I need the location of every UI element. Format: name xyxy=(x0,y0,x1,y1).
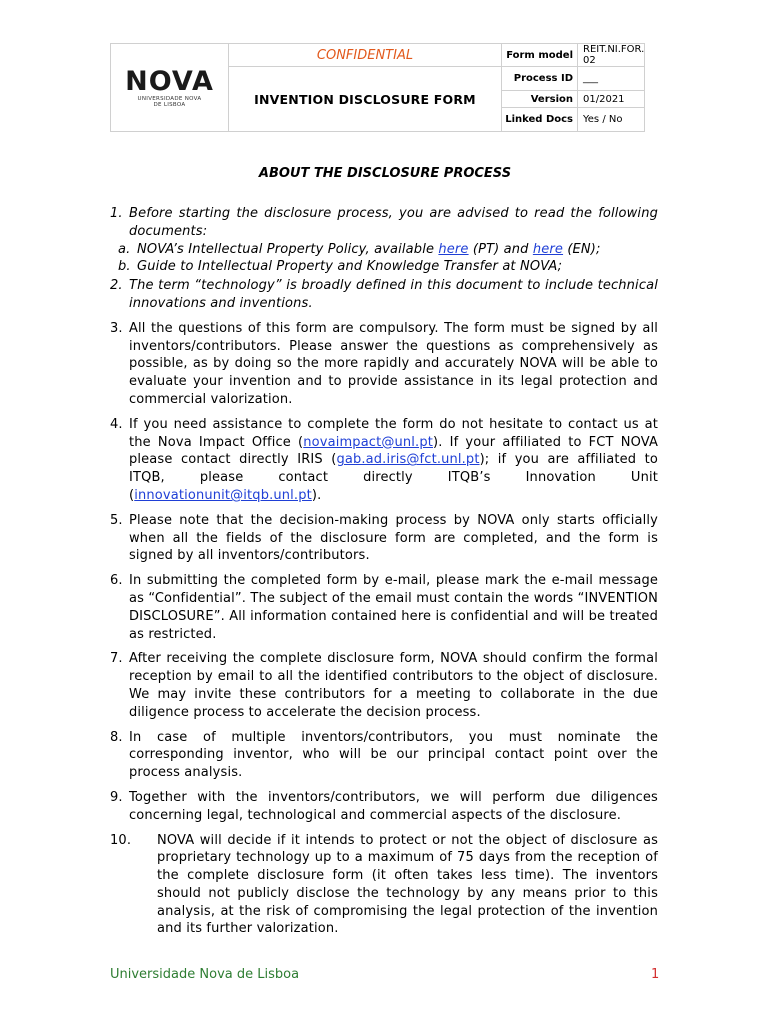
item-number: 10. xyxy=(110,832,132,848)
item-number: 7. xyxy=(110,651,123,667)
list-item-1b xyxy=(110,258,658,276)
item-text: The term “technology” is broadly defined in this document to include technical innovations and inventions. xyxy=(129,278,658,311)
logo-sub-line2: DE LISBOA xyxy=(153,101,186,108)
item-number: 2. xyxy=(110,278,123,294)
meta-value-version: 01/2021 xyxy=(578,91,645,108)
item-text: Please note that the decision-making process by NOVA only starts officially when all the fields of the disclosure form are completed, and the form is signed by all inventors/contributors. xyxy=(129,512,658,564)
item-text: Before starting the disclosure process, you are advised to read the following documents: xyxy=(129,206,658,239)
section-title: ABOUT THE DISCLOSURE PROCESS xyxy=(258,166,512,181)
meta-label-form-model: Form model xyxy=(502,44,578,67)
item-text: Guide to Intellectual Property and Knowledge Transfer at NOVA; xyxy=(137,259,563,275)
list-item-3 xyxy=(110,320,658,409)
meta-label-version: Version xyxy=(502,91,578,108)
meta-label-linked-docs: Linked Docs xyxy=(502,108,578,132)
item-number: 6. xyxy=(110,573,123,589)
disclosure-process-list xyxy=(110,205,658,945)
list-item-4 xyxy=(110,416,658,505)
logo-word: NOVA xyxy=(125,65,214,97)
form-title: INVENTION DISCLOSURE FORM xyxy=(229,67,502,132)
list-item-1a xyxy=(110,241,658,259)
item-number: 3. xyxy=(110,320,123,336)
item-text: NOVA will decide if it intends to protect or not the object of disclosure as proprietary technology up to a maximum of 75 days from the reception of the complete disclosure form (it often takes less time). The inventors should not publicly disclose the technology by any means prior to this analysis, at the risk of compromising the legal protection of the invention and its further valorization. xyxy=(157,832,658,937)
meta-value-linked-docs: Yes / No xyxy=(578,108,645,132)
item-number: 4. xyxy=(110,416,123,432)
list-item-6 xyxy=(110,572,658,643)
meta-value-process-id: ___ xyxy=(578,67,645,91)
item-number: 1. xyxy=(110,206,123,221)
item-text: Together with the inventors/contributors, we will perform due diligences concerning legal, technological and commercial aspects of the disclosure. xyxy=(129,789,658,823)
item-text: NOVA’s Intellectual Property Policy, available here (PT) and here (EN); xyxy=(137,241,601,257)
item-number: a. xyxy=(118,241,131,257)
footer-university: Universidade Nova de Lisboa xyxy=(110,967,300,982)
iris-email-link[interactable]: gab.ad.iris@fct.unl.pt xyxy=(336,452,480,468)
item-text: After receiving the complete disclosure form, NOVA should confirm the formal reception by email to all the identified contributors to the object of disclosure. We may invite these contributors for a meeting to collaborate in the due diligence process to accelerate the decision process. xyxy=(129,651,658,720)
item-number: 8. xyxy=(110,729,123,745)
header-table xyxy=(110,43,645,132)
policy-pt-link[interactable]: here xyxy=(438,241,469,257)
item-text: If you need assistance to complete the form do not hesitate to contact us at the Nova Impact Office (novaimpact@unl.pt). If your affiliated to FCT NOVA please contact directly IRIS (gab.ad.iris@fct.unl.pt); if you are affiliated to ITQB, please contact directly ITQB’s Innovation Unit (innovationunit@itqb.unl.pt). xyxy=(129,416,658,503)
logo xyxy=(111,44,229,132)
page-number: 1 xyxy=(651,967,660,982)
item-number: 9. xyxy=(110,789,123,805)
itqb-email-link[interactable]: innovationunit@itqb.unl.pt xyxy=(134,487,312,503)
list-item-8 xyxy=(110,729,658,782)
meta-label-process-id: Process ID xyxy=(502,67,578,91)
policy-en-link[interactable]: here xyxy=(532,241,564,257)
list-item-7 xyxy=(110,650,658,721)
confidential-label: CONFIDENTIAL xyxy=(229,44,502,67)
list-item-1 xyxy=(110,205,658,241)
item-number: b. xyxy=(118,259,131,275)
logo-sub-line1: UNIVERSIDADE NOVA xyxy=(137,95,202,102)
item-number: 5. xyxy=(110,512,123,528)
meta-value-form-model: REIT.NI.FOR. 02 xyxy=(578,44,645,67)
list-item-10 xyxy=(110,832,658,939)
item-text: In submitting the completed form by e-mail, please mark the e-mail message as “Confidential”. The subject of the email must contain the words “INVENTION DISCLOSURE”. All information contained here is confidential and will be treated as restricted. xyxy=(129,573,658,642)
list-item-5 xyxy=(110,512,658,565)
item-text: In case of multiple inventors/contributors, you must nominate the corresponding inventor, who will be our principal contact point over the process analysis. xyxy=(129,729,658,781)
list-item-9 xyxy=(110,789,658,825)
item-text: All the questions of this form are compulsory. The form must be signed by all inventors/contributors. Please answer the questions as comprehensively as possible, as by doing so the more rapidly and accurately NOVA will be able to evaluate your invention and to provide assistance in its legal protection and commercial valorization. xyxy=(129,320,658,407)
novaimpact-email-link[interactable]: novaimpact@unl.pt xyxy=(303,434,433,450)
list-item-2 xyxy=(110,277,658,313)
